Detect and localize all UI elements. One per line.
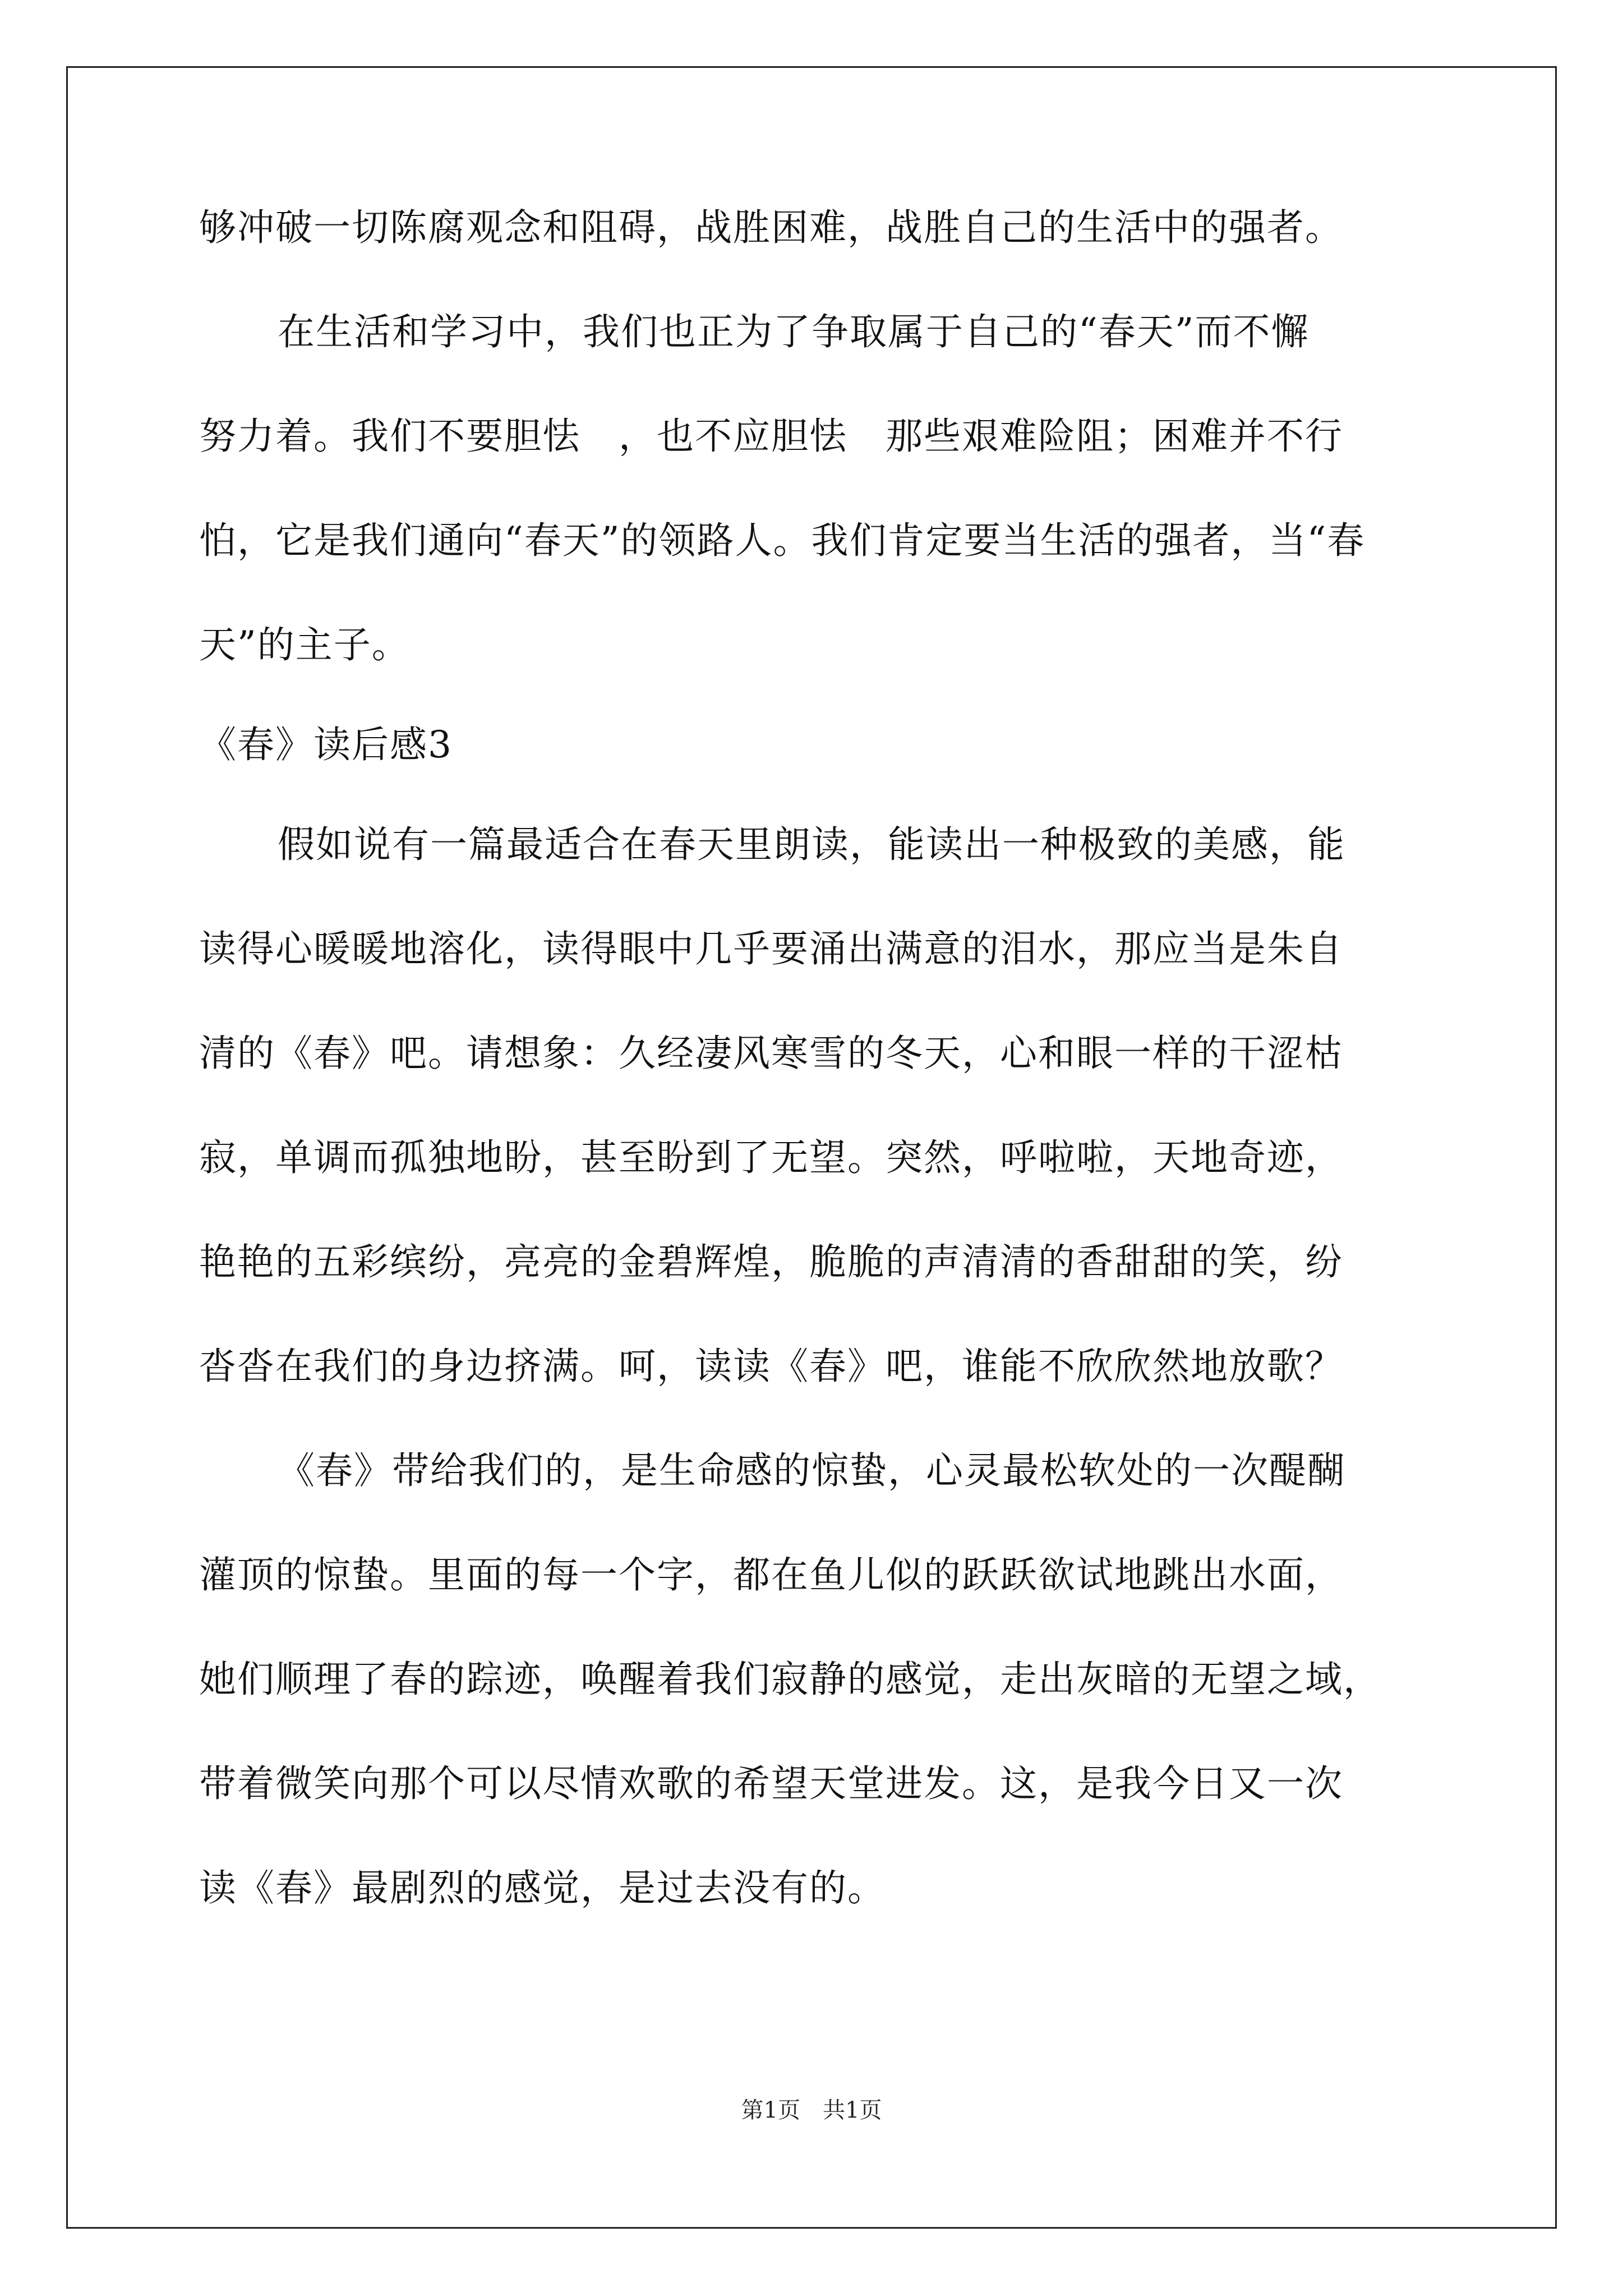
page-number: 第1页 共1页 (741, 2097, 882, 2123)
text-line: 够冲破一切陈腐观念和阻碍，战胜困难，战胜自己的生活中的强者。 (199, 206, 1343, 249)
text-line: 灌顶的惊蛰。里面的每一个字，都在鱼儿似的跃跃欲试地跳出水面， (199, 1553, 1343, 1596)
text-line: 怕，它是我们通向“春天”的领路人。我们肯定要当生活的强者，当“春 (199, 519, 1366, 562)
paragraph-first-line: 假如说有一篇最适合在春天里朗读，能读出一种极致的美感，能 (278, 823, 1345, 866)
text-line: 带着微笑向那个可以尽情欢歌的希望天堂进发。这，是我今日又一次 (199, 1762, 1343, 1805)
text-line: 艳艳的五彩缤纷，亮亮的金碧辉煌，脆脆的声清清的香甜甜的笑，纷 (199, 1240, 1343, 1283)
text-line: 读得心暖暖地溶化，读得眼中几乎要涌出满意的泪水，那应当是朱自 (199, 927, 1343, 970)
text-line: 读《春》最剧烈的感觉，是过去没有的。 (199, 1866, 886, 1910)
section-heading: 《春》读后感3 (199, 723, 453, 766)
text-line: 天”的主子。 (199, 623, 410, 666)
document-body (199, 208, 1433, 1908)
text-line: 努力着。我们不要胆怯 ，也不应胆怯 那些艰难险阻；困难并不行 (199, 415, 1343, 458)
text-line: 寂，单调而孤独地盼，甚至盼到了无望。突然，呼啦啦，天地奇迹， (199, 1136, 1343, 1179)
page-footer (0, 2098, 1623, 2123)
text-line: 清的《春》吧。请想象：久经凄风寒雪的冬天，心和眼一样的干涩枯 (199, 1032, 1343, 1075)
text-line: 沓沓在我们的身边挤满。呵，读读《春》吧，谁能不欣欣然地放歌？ (199, 1345, 1343, 1388)
paragraph-first-line: 在生活和学习中，我们也正为了争取属于自己的“春天”而不懈 (278, 310, 1310, 353)
paragraph-first-line: 《春》带给我们的，是生命感的惊蛰，心灵最松软处的一次醍醐 (278, 1449, 1345, 1492)
text-line: 她们顺理了春的踪迹，唤醒着我们寂静的感觉，走出灰暗的无望之域， (199, 1658, 1381, 1701)
